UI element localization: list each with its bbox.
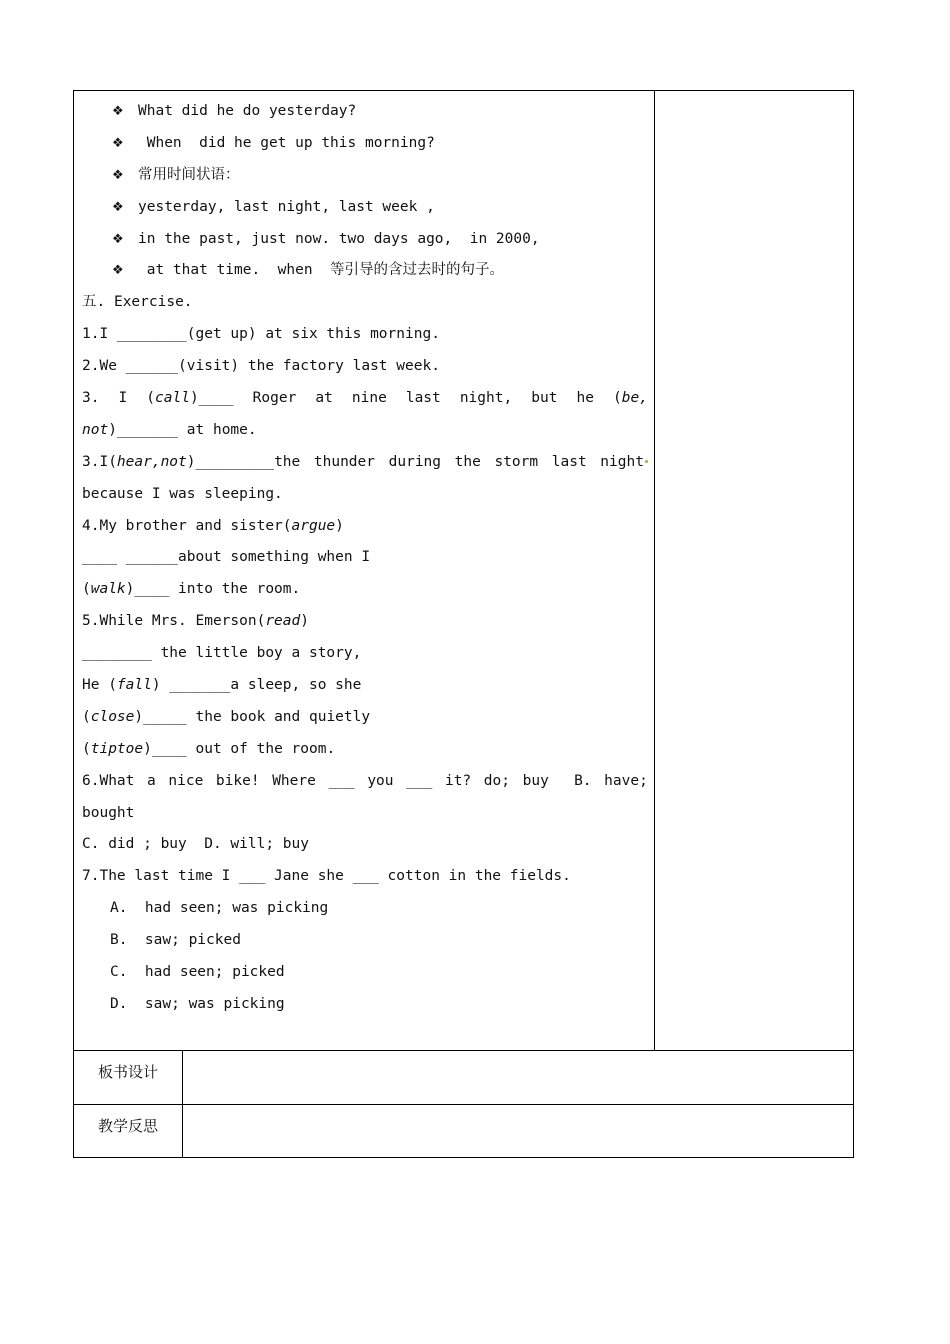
bullet-icon: ❖ (112, 104, 124, 119)
edit-mark-icon (645, 460, 648, 463)
label-column-divider (182, 1050, 183, 1158)
question-1: 1.I ________(get up) at six this morning. (82, 326, 440, 343)
bullet-item: ❖ When did he get up this morning? (82, 128, 648, 160)
bullet-icon: ❖ (112, 167, 124, 183)
question-7-option-b: B. saw; picked (110, 932, 241, 949)
bullet-item: ❖ 常用时间状语： (82, 160, 648, 192)
bullet-icon: ❖ (112, 263, 124, 279)
question-4-line-3: (walk)____ into the room. (82, 581, 301, 598)
lesson-table (73, 90, 854, 1158)
question-5-line-4: (close)_____ the book and quietly (82, 708, 371, 725)
bullet-icon: ❖ (112, 231, 124, 247)
question-5-line-5: (tiptoe)____ out of the room. (82, 740, 336, 757)
board-design-label: 板书设计 (97, 1063, 158, 1081)
row-divider (74, 1050, 853, 1051)
bullet-item: ❖ yesterday, last night, last week , (82, 192, 648, 224)
question-7: 7.The last time I ___ Jane she ___ cotton in the fields. (82, 868, 571, 885)
question-3c-line-2: because I was sleeping. (82, 485, 283, 502)
question-6-line-2: bought (82, 804, 135, 821)
bullet-item: ❖ in the past, just now. two days ago, in 2000, (82, 224, 648, 256)
section-title: 五. Exercise. (82, 294, 193, 311)
question-6-line-3: C. did ; buy D. will; buy (82, 836, 309, 853)
question-4-line-1: 4.My brother and sister(argue) (82, 517, 344, 534)
column-divider (654, 91, 655, 1050)
question-2: 2.We ______(visit) the factory last week. (82, 358, 440, 375)
question-7-option-a: A. had seen; was picking (110, 900, 329, 917)
question-3-line-2: not)_______ at home. (82, 421, 257, 438)
question-7-option-c: C. had seen; picked (110, 964, 285, 981)
bullet-item: ❖ What did he do yesterday? (82, 96, 648, 128)
question-5-line-3: He (fall) _______a sleep, so she (82, 677, 362, 694)
question-6-line-1: 6.What a nice bike! Where ___ you ___ it? do; buy B. have; (82, 772, 648, 789)
question-4-line-2: ____ ______about something when I (82, 549, 371, 566)
bullet-icon: ❖ (112, 135, 124, 151)
question-5-line-2: ________ the little boy a story, (82, 645, 362, 662)
question-7-option-d: D. saw; was picking (110, 995, 285, 1012)
question-3-line-1: 3. I (call)____ Roger at nine last night, but he (be, (82, 390, 648, 407)
teaching-reflection-label: 教学反思 (97, 1117, 158, 1135)
bullet-item: ❖ at that time. when 等引导的含过去时的句子。 (82, 255, 648, 287)
question-5-line-1: 5.While Mrs. Emerson(read) (82, 613, 309, 630)
lesson-content (82, 96, 648, 1021)
question-3c-line-1: 3.I(hear,not)_________the thunder during the storm last night (82, 447, 648, 479)
row-divider (74, 1104, 853, 1105)
bullet-icon: ❖ (112, 199, 124, 215)
